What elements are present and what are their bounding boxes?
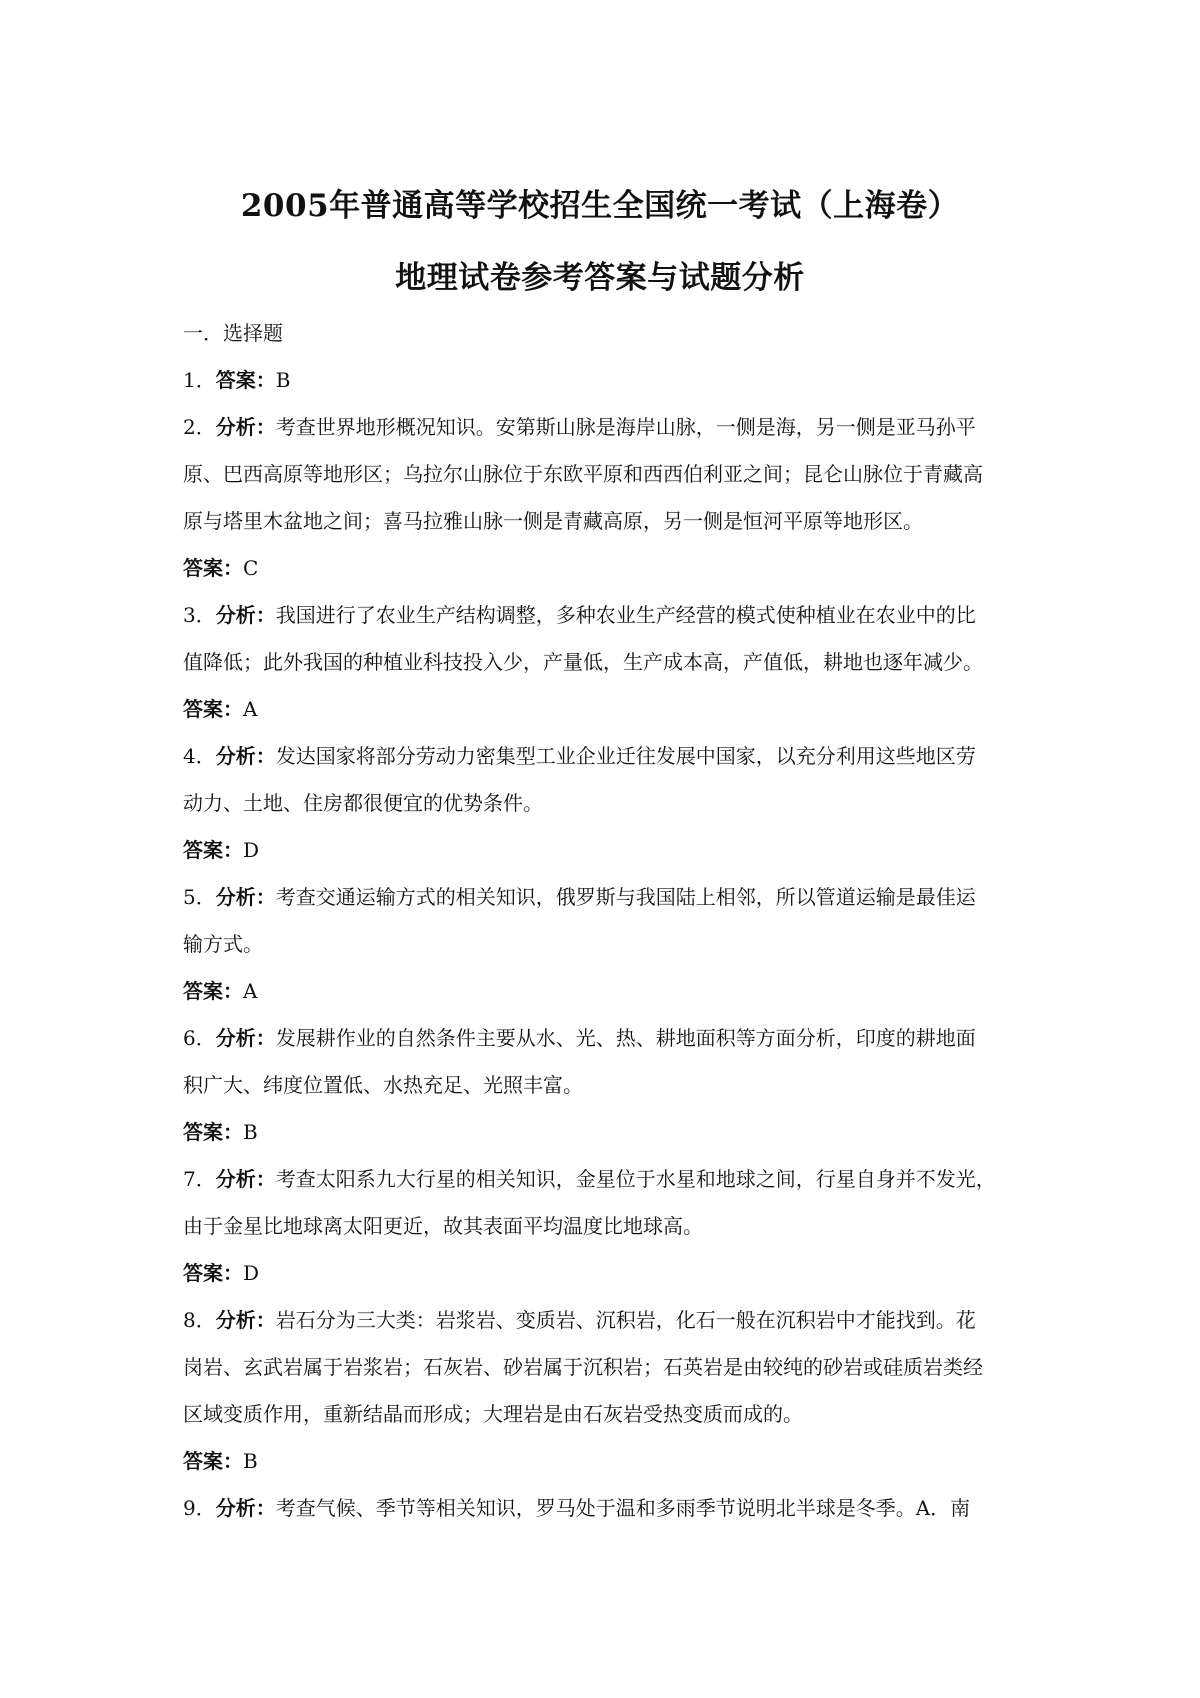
q9-analysis-text-1: 考查气候、季节等相关知识，罗马处于温和多雨季节说明北半球是冬季。A．南 [275, 1496, 971, 1520]
q3-answer-label: 答案： [183, 697, 243, 721]
q4-answer-value: D [243, 838, 260, 862]
q8-analysis-line-2: 岗岩、玄武岩属于岩浆岩；石灰岩、砂岩属于沉积岩；石英岩是由较纯的砂岩或硅质岩类经 [183, 1355, 983, 1379]
q6-analysis-line-2: 积广大、纬度位置低、水热充足、光照丰富。 [183, 1073, 583, 1097]
q6-analysis-label: 分析： [215, 1026, 276, 1050]
q8-analysis-line-3: 区域变质作用，重新结晶而形成；大理岩是由石灰岩受热变质而成的。 [183, 1402, 803, 1426]
q9-number: 9． [183, 1496, 216, 1520]
q7-analysis-label: 分析： [215, 1167, 276, 1191]
q4-analysis-label: 分析： [215, 744, 276, 768]
q2-number: 2． [183, 415, 216, 439]
q3-answer-value: A [243, 697, 258, 721]
q8-analysis-line-1 [183, 1297, 1028, 1344]
q3-answer-line [183, 686, 1028, 733]
q4-analysis-text-1: 发达国家将部分劳动力密集型工业企业迁往发展中国家，以充分利用这些地区劳 [275, 744, 976, 768]
q7-answer-line [183, 1250, 1028, 1297]
q7-answer-value: D [243, 1261, 260, 1285]
q5-analysis-text-1: 考查交通运输方式的相关知识，俄罗斯与我国陆上相邻，所以管道运输是最佳运 [275, 885, 976, 909]
q5-answer-value: A [243, 979, 258, 1003]
q3-analysis-line-1 [183, 592, 1028, 639]
q7-number: 7． [183, 1167, 216, 1191]
q2-analysis-text-1: 考查世界地形概况知识。安第斯山脉是海岸山脉，一侧是海，另一侧是亚马孙平 [275, 415, 976, 439]
q4-number: 4． [183, 744, 216, 768]
q1-answer-value: B [275, 368, 291, 392]
answer-content [183, 310, 1028, 1532]
q2-analysis-label: 分析： [215, 415, 276, 439]
q1-answer-label: 答案： [215, 368, 276, 392]
q8-answer-label: 答案： [183, 1449, 243, 1473]
q4-answer-label: 答案： [183, 838, 243, 862]
q8-answer-line [183, 1438, 1028, 1485]
q6-answer-label: 答案： [183, 1120, 243, 1144]
q2-answer-label: 答案： [183, 556, 243, 580]
q7-analysis-line-2: 由于金星比地球离太阳更近，故其表面平均温度比地球高。 [183, 1214, 703, 1238]
q3-number: 3． [183, 603, 216, 627]
q1-answer-line [183, 357, 1028, 404]
q6-analysis-text-1: 发展耕作业的自然条件主要从水、光、热、耕地面积等方面分析，印度的耕地面 [275, 1026, 976, 1050]
q5-answer-line [183, 968, 1028, 1015]
q1-number: 1． [183, 368, 216, 392]
q2-answer-line [183, 545, 1028, 592]
q5-analysis-label: 分析： [215, 885, 276, 909]
q5-analysis-line-1 [183, 874, 1028, 921]
q2-analysis-line-3: 原与塔里木盆地之间；喜马拉雅山脉一侧是青藏高原，另一侧是恒河平原等地形区。 [183, 509, 923, 533]
q3-analysis-label: 分析： [215, 603, 276, 627]
q6-number: 6． [183, 1026, 216, 1050]
document-title: 2005年普通高等学校招生全国统一考试（上海卷） [240, 188, 960, 224]
q5-number: 5． [183, 885, 216, 909]
q6-answer-line [183, 1109, 1028, 1156]
q7-analysis-line-1 [183, 1156, 1028, 1203]
q6-answer-value: B [243, 1120, 258, 1144]
q5-analysis-line-2: 输方式。 [183, 932, 263, 956]
q6-analysis-line-1 [183, 1015, 1028, 1062]
q2-answer-value: C [243, 556, 259, 580]
section-heading: 一．选择题 [183, 321, 283, 345]
q4-answer-line [183, 827, 1028, 874]
q2-analysis-line-1 [183, 404, 1028, 451]
q8-analysis-label: 分析： [215, 1308, 276, 1332]
q9-analysis-line-1 [183, 1485, 1028, 1532]
q5-answer-label: 答案： [183, 979, 243, 1003]
q8-answer-value: B [243, 1449, 258, 1473]
q9-analysis-label: 分析： [215, 1496, 276, 1520]
q8-number: 8． [183, 1308, 216, 1332]
q8-analysis-text-1: 岩石分为三大类：岩浆岩、变质岩、沉积岩，化石一般在沉积岩中才能找到。花 [275, 1308, 976, 1332]
document-subtitle: 地理试卷参考答案与试题分析 [395, 260, 805, 296]
q3-analysis-text-1: 我国进行了农业生产结构调整，多种农业生产经营的模式使种植业在农业中的比 [275, 603, 976, 627]
q7-answer-label: 答案： [183, 1261, 243, 1285]
q3-analysis-line-2: 值降低；此外我国的种植业科技投入少，产量低，生产成本高，产值低，耕地也逐年减少。 [183, 650, 983, 674]
q4-analysis-line-1 [183, 733, 1028, 780]
q7-analysis-text-1: 考查太阳系九大行星的相关知识，金星位于水星和地球之间，行星自身并不发光， [275, 1167, 996, 1191]
q2-analysis-line-2: 原、巴西高原等地形区；乌拉尔山脉位于东欧平原和西西伯利亚之间；昆仑山脉位于青藏高 [183, 462, 983, 486]
q4-analysis-line-2: 动力、土地、住房都很便宜的优势条件。 [183, 791, 543, 815]
